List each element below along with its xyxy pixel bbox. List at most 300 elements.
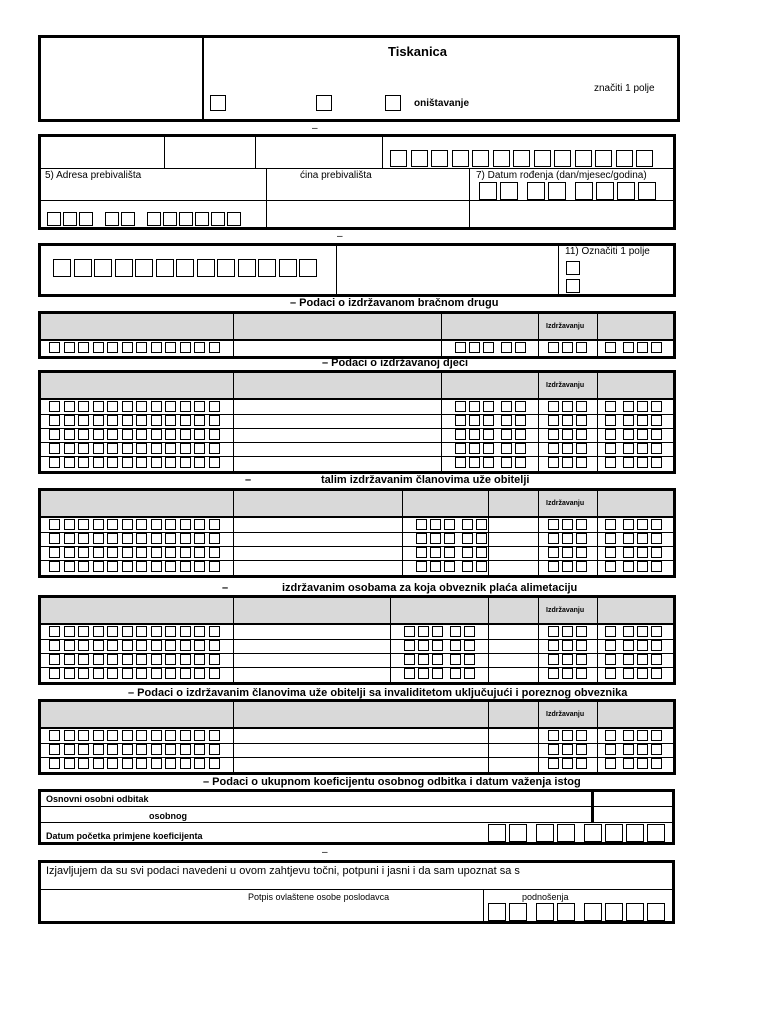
table-cell-box[interactable] [605,443,616,454]
table-cell-box[interactable] [605,561,616,572]
table-cell-box[interactable] [515,415,526,426]
table-cell-box[interactable] [562,415,573,426]
table-cell-box[interactable] [93,401,104,412]
table-cell-box[interactable] [651,547,662,558]
id-digit-box[interactable] [176,259,194,277]
id-digit-box[interactable] [299,259,317,277]
table-cell-box[interactable] [194,401,205,412]
table-cell-box[interactable] [515,342,526,353]
table-cell-box[interactable] [194,342,205,353]
table-cell-box[interactable] [483,342,494,353]
table-cell-box[interactable] [562,744,573,755]
table-cell-box[interactable] [136,640,147,651]
submission-date-box[interactable] [557,903,575,921]
table-cell-box[interactable] [576,758,587,769]
table-cell-box[interactable] [416,533,427,544]
table-cell-box[interactable] [548,730,559,741]
dob-digit-box[interactable] [617,182,635,200]
table-cell-box[interactable] [136,443,147,454]
mark-checkbox-2[interactable] [566,279,580,293]
table-cell-box[interactable] [623,744,634,755]
table-cell-box[interactable] [548,401,559,412]
table-cell-box[interactable] [136,668,147,679]
table-cell-box[interactable] [136,342,147,353]
table-cell-box[interactable] [605,668,616,679]
table-cell-box[interactable] [515,401,526,412]
table-cell-box[interactable] [562,457,573,468]
table-cell-box[interactable] [93,640,104,651]
table-cell-box[interactable] [476,533,487,544]
table-cell-box[interactable] [194,457,205,468]
table-cell-box[interactable] [107,415,118,426]
table-cell-box[interactable] [194,640,205,651]
table-cell-box[interactable] [548,429,559,440]
table-cell-box[interactable] [623,626,634,637]
table-cell-box[interactable] [180,547,191,558]
dob-digit-box[interactable] [527,182,545,200]
table-cell-box[interactable] [562,640,573,651]
table-cell-box[interactable] [209,626,220,637]
table-cell-box[interactable] [209,744,220,755]
table-cell-box[interactable] [605,519,616,530]
table-cell-box[interactable] [562,342,573,353]
table-cell-box[interactable] [576,561,587,572]
table-cell-box[interactable] [136,654,147,665]
table-cell-box[interactable] [416,519,427,530]
table-cell-box[interactable] [93,626,104,637]
table-cell-box[interactable] [64,533,75,544]
table-cell-box[interactable] [605,415,616,426]
id-digit-box[interactable] [279,259,297,277]
table-cell-box[interactable] [107,730,118,741]
table-cell-box[interactable] [49,561,60,572]
table-cell-box[interactable] [576,457,587,468]
table-cell-box[interactable] [122,668,133,679]
table-cell-box[interactable] [548,443,559,454]
table-cell-box[interactable] [122,547,133,558]
table-cell-box[interactable] [78,626,89,637]
table-cell-box[interactable] [605,533,616,544]
table-cell-box[interactable] [122,519,133,530]
table-cell-box[interactable] [576,342,587,353]
table-cell-box[interactable] [78,519,89,530]
table-cell-box[interactable] [605,640,616,651]
table-cell-box[interactable] [78,415,89,426]
table-cell-box[interactable] [605,401,616,412]
table-cell-box[interactable] [469,429,480,440]
table-cell-box[interactable] [562,730,573,741]
coefficient-date-box[interactable] [557,824,575,842]
id-digit-box[interactable] [74,259,92,277]
table-cell-box[interactable] [605,626,616,637]
table-cell-box[interactable] [93,457,104,468]
table-cell-box[interactable] [637,744,648,755]
coefficient-date-box[interactable] [536,824,554,842]
table-cell-box[interactable] [122,533,133,544]
table-cell-box[interactable] [430,547,441,558]
table-cell-box[interactable] [605,744,616,755]
table-cell-box[interactable] [122,342,133,353]
table-cell-box[interactable] [78,640,89,651]
table-cell-box[interactable] [605,654,616,665]
table-cell-box[interactable] [49,758,60,769]
table-cell-box[interactable] [64,457,75,468]
table-cell-box[interactable] [455,342,466,353]
table-cell-box[interactable] [107,342,118,353]
mark-checkbox-1[interactable] [566,261,580,275]
table-cell-box[interactable] [209,668,220,679]
table-cell-box[interactable] [469,457,480,468]
table-cell-box[interactable] [136,415,147,426]
table-cell-box[interactable] [623,519,634,530]
table-cell-box[interactable] [194,547,205,558]
table-cell-box[interactable] [501,429,512,440]
table-cell-box[interactable] [605,457,616,468]
table-cell-box[interactable] [209,457,220,468]
table-cell-box[interactable] [651,758,662,769]
table-cell-box[interactable] [122,640,133,651]
table-cell-box[interactable] [623,640,634,651]
table-cell-box[interactable] [136,730,147,741]
table-cell-box[interactable] [93,415,104,426]
table-cell-box[interactable] [444,519,455,530]
table-cell-box[interactable] [180,744,191,755]
table-cell-box[interactable] [444,533,455,544]
id-digit-box[interactable] [135,259,153,277]
table-cell-box[interactable] [462,547,473,558]
table-cell-box[interactable] [605,547,616,558]
table-cell-box[interactable] [548,626,559,637]
table-cell-box[interactable] [107,640,118,651]
submission-date-box[interactable] [584,903,602,921]
table-cell-box[interactable] [78,533,89,544]
table-cell-box[interactable] [151,457,162,468]
table-cell-box[interactable] [107,443,118,454]
table-cell-box[interactable] [404,668,415,679]
table-cell-box[interactable] [151,668,162,679]
table-cell-box[interactable] [576,519,587,530]
table-cell-box[interactable] [93,730,104,741]
table-cell-box[interactable] [151,401,162,412]
table-cell-box[interactable] [209,730,220,741]
table-cell-box[interactable] [548,533,559,544]
table-cell-box[interactable] [122,744,133,755]
table-cell-box[interactable] [651,342,662,353]
table-cell-box[interactable] [180,457,191,468]
address-digit-box[interactable] [211,212,225,226]
table-cell-box[interactable] [151,654,162,665]
table-cell-box[interactable] [430,561,441,572]
table-cell-box[interactable] [93,744,104,755]
table-cell-box[interactable] [107,457,118,468]
table-cell-box[interactable] [64,519,75,530]
table-cell-box[interactable] [444,561,455,572]
table-cell-box[interactable] [651,429,662,440]
id-digit-box[interactable] [94,259,112,277]
table-cell-box[interactable] [455,429,466,440]
table-cell-box[interactable] [637,730,648,741]
table-cell-box[interactable] [605,342,616,353]
id-digit-box[interactable] [238,259,256,277]
table-cell-box[interactable] [637,547,648,558]
table-cell-box[interactable] [515,457,526,468]
table-cell-box[interactable] [180,533,191,544]
table-cell-box[interactable] [637,561,648,572]
coefficient-date-box[interactable] [584,824,602,842]
table-cell-box[interactable] [151,519,162,530]
table-cell-box[interactable] [576,415,587,426]
table-cell-box[interactable] [562,401,573,412]
table-cell-box[interactable] [64,730,75,741]
option-checkbox-1[interactable] [210,95,226,111]
table-cell-box[interactable] [151,744,162,755]
table-cell-box[interactable] [623,429,634,440]
dob-digit-box[interactable] [638,182,656,200]
table-cell-box[interactable] [623,547,634,558]
table-cell-box[interactable] [576,533,587,544]
table-cell-box[interactable] [416,561,427,572]
table-cell-box[interactable] [455,415,466,426]
id-digit-box[interactable] [258,259,276,277]
table-cell-box[interactable] [93,654,104,665]
table-cell-box[interactable] [180,519,191,530]
table-cell-box[interactable] [180,429,191,440]
option-checkbox-2[interactable] [316,95,332,111]
table-cell-box[interactable] [562,758,573,769]
address-digit-box[interactable] [163,212,177,226]
table-cell-box[interactable] [136,758,147,769]
oib-digit-box[interactable] [431,150,448,167]
address-digit-box[interactable] [121,212,135,226]
table-cell-box[interactable] [430,533,441,544]
table-cell-box[interactable] [476,561,487,572]
table-cell-box[interactable] [49,640,60,651]
table-cell-box[interactable] [93,668,104,679]
table-cell-box[interactable] [548,640,559,651]
table-cell-box[interactable] [462,533,473,544]
table-cell-box[interactable] [483,415,494,426]
table-cell-box[interactable] [165,654,176,665]
table-cell-box[interactable] [515,443,526,454]
table-cell-box[interactable] [165,758,176,769]
table-cell-box[interactable] [455,457,466,468]
table-cell-box[interactable] [432,626,443,637]
table-cell-box[interactable] [651,519,662,530]
table-cell-box[interactable] [209,654,220,665]
table-cell-box[interactable] [49,443,60,454]
table-cell-box[interactable] [623,758,634,769]
table-cell-box[interactable] [78,429,89,440]
table-cell-box[interactable] [78,758,89,769]
table-cell-box[interactable] [165,626,176,637]
table-cell-box[interactable] [548,744,559,755]
table-cell-box[interactable] [64,654,75,665]
table-cell-box[interactable] [49,547,60,558]
table-cell-box[interactable] [151,342,162,353]
table-cell-box[interactable] [576,626,587,637]
table-cell-box[interactable] [483,443,494,454]
table-cell-box[interactable] [78,457,89,468]
table-cell-box[interactable] [78,342,89,353]
table-cell-box[interactable] [455,443,466,454]
table-cell-box[interactable] [194,519,205,530]
oib-digit-box[interactable] [575,150,592,167]
table-cell-box[interactable] [651,457,662,468]
address-digit-box[interactable] [105,212,119,226]
table-cell-box[interactable] [637,415,648,426]
table-cell-box[interactable] [418,640,429,651]
table-cell-box[interactable] [78,654,89,665]
table-cell-box[interactable] [78,561,89,572]
table-cell-box[interactable] [107,626,118,637]
table-cell-box[interactable] [180,758,191,769]
table-cell-box[interactable] [209,519,220,530]
submission-date-box[interactable] [509,903,527,921]
table-cell-box[interactable] [404,654,415,665]
table-cell-box[interactable] [64,626,75,637]
table-cell-box[interactable] [623,561,634,572]
dob-digit-box[interactable] [500,182,518,200]
table-cell-box[interactable] [209,640,220,651]
oib-digit-box[interactable] [636,150,653,167]
submission-date-box[interactable] [605,903,623,921]
table-cell-box[interactable] [476,547,487,558]
table-cell-box[interactable] [49,730,60,741]
table-cell-box[interactable] [180,640,191,651]
table-cell-box[interactable] [49,668,60,679]
oib-digit-box[interactable] [595,150,612,167]
table-cell-box[interactable] [122,626,133,637]
table-cell-box[interactable] [165,547,176,558]
table-cell-box[interactable] [180,342,191,353]
table-cell-box[interactable] [209,401,220,412]
table-cell-box[interactable] [165,342,176,353]
table-cell-box[interactable] [93,547,104,558]
table-cell-box[interactable] [136,561,147,572]
table-cell-box[interactable] [78,401,89,412]
table-cell-box[interactable] [576,443,587,454]
table-cell-box[interactable] [483,429,494,440]
table-cell-box[interactable] [180,654,191,665]
table-cell-box[interactable] [122,401,133,412]
table-cell-box[interactable] [49,654,60,665]
table-cell-box[interactable] [93,342,104,353]
table-cell-box[interactable] [501,457,512,468]
table-cell-box[interactable] [501,342,512,353]
table-cell-box[interactable] [450,668,461,679]
table-cell-box[interactable] [107,561,118,572]
table-cell-box[interactable] [151,415,162,426]
table-cell-box[interactable] [651,561,662,572]
table-cell-box[interactable] [122,415,133,426]
oib-digit-box[interactable] [493,150,510,167]
table-cell-box[interactable] [637,401,648,412]
table-cell-box[interactable] [623,533,634,544]
table-cell-box[interactable] [93,561,104,572]
table-cell-box[interactable] [180,443,191,454]
table-cell-box[interactable] [548,547,559,558]
table-cell-box[interactable] [651,730,662,741]
table-cell-box[interactable] [562,519,573,530]
table-cell-box[interactable] [432,654,443,665]
table-cell-box[interactable] [623,443,634,454]
dob-digit-box[interactable] [596,182,614,200]
table-cell-box[interactable] [122,457,133,468]
table-cell-box[interactable] [194,758,205,769]
table-cell-box[interactable] [444,547,455,558]
table-cell-box[interactable] [165,640,176,651]
table-cell-box[interactable] [165,533,176,544]
table-cell-box[interactable] [122,654,133,665]
table-cell-box[interactable] [107,744,118,755]
table-cell-box[interactable] [548,758,559,769]
table-cell-box[interactable] [623,730,634,741]
table-cell-box[interactable] [122,429,133,440]
table-cell-box[interactable] [469,401,480,412]
table-cell-box[interactable] [64,758,75,769]
table-cell-box[interactable] [194,626,205,637]
coefficient-date-box[interactable] [647,824,665,842]
dob-digit-box[interactable] [479,182,497,200]
dob-digit-box[interactable] [548,182,566,200]
oib-digit-box[interactable] [616,150,633,167]
table-cell-box[interactable] [136,401,147,412]
table-cell-box[interactable] [180,561,191,572]
table-cell-box[interactable] [562,533,573,544]
table-cell-box[interactable] [78,744,89,755]
table-cell-box[interactable] [122,443,133,454]
table-cell-box[interactable] [165,415,176,426]
table-cell-box[interactable] [49,429,60,440]
table-cell-box[interactable] [469,443,480,454]
table-cell-box[interactable] [194,730,205,741]
table-cell-box[interactable] [64,640,75,651]
oib-digit-box[interactable] [390,150,407,167]
table-cell-box[interactable] [623,342,634,353]
table-cell-box[interactable] [605,429,616,440]
table-cell-box[interactable] [576,401,587,412]
table-cell-box[interactable] [562,668,573,679]
table-cell-box[interactable] [469,342,480,353]
table-cell-box[interactable] [576,668,587,679]
table-cell-box[interactable] [194,744,205,755]
cancel-checkbox[interactable] [385,95,401,111]
table-cell-box[interactable] [151,730,162,741]
table-cell-box[interactable] [562,547,573,558]
table-cell-box[interactable] [49,401,60,412]
table-cell-box[interactable] [430,519,441,530]
table-cell-box[interactable] [209,415,220,426]
table-cell-box[interactable] [501,443,512,454]
table-cell-box[interactable] [122,561,133,572]
table-cell-box[interactable] [93,443,104,454]
table-cell-box[interactable] [455,401,466,412]
table-cell-box[interactable] [637,758,648,769]
table-cell-box[interactable] [64,342,75,353]
table-cell-box[interactable] [483,457,494,468]
table-cell-box[interactable] [576,730,587,741]
table-cell-box[interactable] [78,730,89,741]
table-cell-box[interactable] [562,429,573,440]
address-digit-box[interactable] [147,212,161,226]
table-cell-box[interactable] [432,640,443,651]
table-cell-box[interactable] [64,429,75,440]
id-digit-box[interactable] [197,259,215,277]
table-cell-box[interactable] [165,561,176,572]
address-digit-box[interactable] [47,212,61,226]
table-cell-box[interactable] [165,744,176,755]
table-cell-box[interactable] [78,443,89,454]
